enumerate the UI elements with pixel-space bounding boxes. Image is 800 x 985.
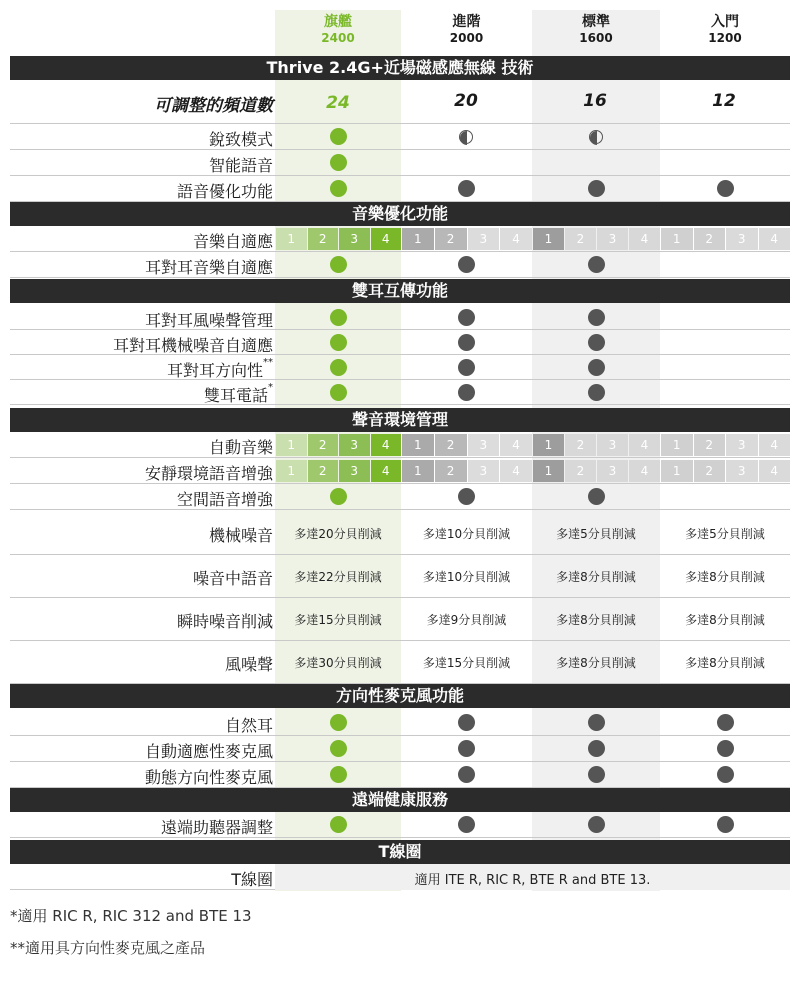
gray-dot-icon xyxy=(458,740,475,757)
level-segment: 2 xyxy=(565,434,596,456)
tier-header-advanced: 進階 2000 xyxy=(449,14,484,45)
gray-dot-icon xyxy=(458,180,475,197)
reduction-value: 多達8分貝削減 xyxy=(556,570,636,584)
channels-value: 24 xyxy=(326,93,350,113)
gray-dot-icon xyxy=(458,384,475,401)
level-segment: 3 xyxy=(468,228,500,250)
section-band-environment: 聲音環境管理 xyxy=(10,408,790,432)
reduction-value: 多達5分貝削減 xyxy=(556,527,636,541)
feature-label: 安靜環境語音增強 xyxy=(144,464,273,483)
gray-dot-icon xyxy=(717,766,734,783)
feature-row xyxy=(10,380,790,405)
section-band-microphone: 方向性麥克風功能 xyxy=(10,684,790,708)
feature-label: 機械噪音 xyxy=(208,526,273,545)
reduction-value: 多達5分貝削減 xyxy=(685,527,765,541)
reduction-value: 多達8分貝削減 xyxy=(556,613,636,627)
section-band-music: 音樂優化功能 xyxy=(10,202,790,226)
reduction-value: 多達8分貝削減 xyxy=(685,570,765,584)
feature-label: 自動適應性麥克風 xyxy=(144,742,273,761)
level-segment: 2 xyxy=(694,434,726,456)
section-band-binaural: 雙耳互傳功能 xyxy=(10,279,790,303)
level-segment: 3 xyxy=(468,434,500,456)
feature-row xyxy=(10,124,790,150)
feature-label: 耳對耳音樂自適應 xyxy=(144,258,273,277)
level-segment: 4 xyxy=(500,434,532,456)
gray-dot-icon xyxy=(717,816,734,833)
level-segment: 4 xyxy=(500,228,532,250)
tcoil-value: 適用 ITE R, RIC R, BTE R and BTE 13. xyxy=(414,873,651,888)
feature-label: 銳致模式 xyxy=(208,130,273,149)
gray-dot-icon xyxy=(588,384,605,401)
footnote: *適用 RIC R, RIC 312 and BTE 13 xyxy=(10,907,252,925)
level-segment: 1 xyxy=(276,460,307,482)
reduction-value: 多達22分貝削減 xyxy=(294,570,382,584)
feature-label: 語音優化功能 xyxy=(176,182,273,201)
half-dot-icon xyxy=(589,130,603,144)
level-segment: 1 xyxy=(402,460,434,482)
channels-label: 可調整的頻道數 xyxy=(154,96,273,116)
level-segment: 3 xyxy=(726,434,758,456)
level-segment: 2 xyxy=(694,460,726,482)
feature-label: 風噪聲 xyxy=(224,655,273,674)
tier-header-standard: 標準 1600 xyxy=(579,14,613,45)
reduction-value: 多達15分貝削減 xyxy=(422,656,511,670)
level-segment: 1 xyxy=(533,228,564,250)
level-segment: 1 xyxy=(661,228,693,250)
level-segment: 3 xyxy=(597,228,628,250)
level-segment: 4 xyxy=(500,460,532,482)
level-segment: 4 xyxy=(759,434,791,456)
reduction-value: 多達8分貝削減 xyxy=(685,613,765,627)
level-segment: 3 xyxy=(468,460,500,482)
gray-dot-icon xyxy=(588,256,605,273)
gray-dot-icon xyxy=(458,714,475,731)
gray-dot-icon xyxy=(458,309,475,326)
green-dot-icon xyxy=(330,384,347,401)
reduction-value: 多達20分貝削減 xyxy=(294,527,382,541)
level-segment: 2 xyxy=(565,460,596,482)
feature-row xyxy=(10,150,790,176)
feature-label: 音樂自適應 xyxy=(192,232,273,251)
tcoil-row xyxy=(10,864,790,890)
gray-dot-icon xyxy=(458,816,475,833)
tier-header-entry: 入門 1200 xyxy=(708,14,742,45)
gray-dot-icon xyxy=(458,488,475,505)
gray-dot-icon xyxy=(588,714,605,731)
gray-dot-icon xyxy=(588,766,605,783)
feature-row xyxy=(10,330,790,355)
gray-dot-icon xyxy=(717,714,734,731)
gray-dot-icon xyxy=(588,816,605,833)
feature-label: 智能語音 xyxy=(208,156,273,175)
green-dot-icon xyxy=(330,766,347,783)
section-band-tcoil: T線圈 xyxy=(10,840,790,864)
remote-row xyxy=(10,812,790,838)
level-segment: 2 xyxy=(694,228,726,250)
section-band-technology: Thrive 2.4G+近場磁感應無線 技術 xyxy=(10,56,790,80)
feature-label: 耳對耳方向性** xyxy=(166,357,273,380)
feature-row xyxy=(10,762,790,788)
half-dot-icon xyxy=(459,130,473,144)
level-segment: 3 xyxy=(597,434,628,456)
channels-row xyxy=(10,80,790,124)
tier-header-flagship: 旗艦 2400 xyxy=(321,14,355,45)
feature-label: 雙耳電話* xyxy=(203,382,273,405)
level-segment: 2 xyxy=(308,434,339,456)
feature-label: 自然耳 xyxy=(224,716,273,735)
gray-dot-icon xyxy=(588,334,605,351)
gray-dot-icon xyxy=(717,180,734,197)
level-segment: 3 xyxy=(726,228,758,250)
level-segment: 2 xyxy=(308,228,339,250)
gray-dot-icon xyxy=(458,766,475,783)
feature-label: 遠端助聽器調整 xyxy=(160,818,273,837)
feature-row xyxy=(10,710,790,736)
level-segment: 3 xyxy=(597,460,628,482)
reduction-value: 多達30分貝削減 xyxy=(294,656,382,670)
level-segment: 4 xyxy=(629,460,660,482)
level-segment: 4 xyxy=(629,434,660,456)
level-segment: 1 xyxy=(533,434,564,456)
level-segment: 4 xyxy=(371,434,402,456)
green-dot-icon xyxy=(330,740,347,757)
reduction-value: 多達10分貝削減 xyxy=(422,527,511,541)
gray-dot-icon xyxy=(588,180,605,197)
gray-dot-icon xyxy=(458,359,475,376)
feature-row xyxy=(10,355,790,380)
green-dot-icon xyxy=(330,359,347,376)
feature-label: 自動音樂 xyxy=(208,438,273,457)
level-segment: 3 xyxy=(339,434,370,456)
gray-dot-icon xyxy=(458,256,475,273)
level-segment: 2 xyxy=(435,228,467,250)
feature-label: T線圈 xyxy=(231,870,273,889)
level-segment: 4 xyxy=(371,228,402,250)
reduction-value: 多達8分貝削減 xyxy=(685,656,765,670)
gray-dot-icon xyxy=(588,488,605,505)
level-segment: 2 xyxy=(308,460,339,482)
level-segment: 3 xyxy=(339,460,370,482)
green-dot-icon xyxy=(330,154,347,171)
gray-dot-icon xyxy=(717,740,734,757)
level-segment: 3 xyxy=(726,460,758,482)
feature-label: 噪音中語音 xyxy=(192,569,273,588)
green-dot-icon xyxy=(330,334,347,351)
gray-dot-icon xyxy=(458,334,475,351)
ear-music-row xyxy=(10,252,790,278)
green-dot-icon xyxy=(330,256,347,273)
channels-value: 20 xyxy=(454,91,478,111)
level-segment: 1 xyxy=(402,434,434,456)
spatial-row xyxy=(10,484,790,510)
feature-label: 動態方向性麥克風 xyxy=(144,768,273,787)
level-segment: 1 xyxy=(533,460,564,482)
gray-dot-icon xyxy=(588,359,605,376)
level-segment: 3 xyxy=(339,228,370,250)
feature-label: 耳對耳機械噪音自適應 xyxy=(112,336,273,355)
feature-label: 瞬時噪音削減 xyxy=(176,612,273,631)
feature-row xyxy=(10,176,790,202)
reduction-value: 多達10分貝削減 xyxy=(422,570,511,584)
level-segment: 4 xyxy=(759,460,791,482)
footnote-mark: * xyxy=(268,382,273,393)
green-dot-icon xyxy=(330,309,347,326)
level-segment: 1 xyxy=(661,434,693,456)
feature-label: 空間語音增強 xyxy=(176,490,273,509)
level-segment: 4 xyxy=(371,460,402,482)
reduction-value: 多達15分貝削減 xyxy=(294,613,382,627)
level-segment: 2 xyxy=(565,228,596,250)
footnote: **適用具方向性麥克風之產品 xyxy=(10,939,206,957)
level-segment: 4 xyxy=(629,228,660,250)
level-segment: 2 xyxy=(435,434,467,456)
level-segment: 4 xyxy=(759,228,791,250)
level-segment: 2 xyxy=(435,460,467,482)
green-dot-icon xyxy=(330,180,347,197)
level-segment: 1 xyxy=(661,460,693,482)
reduction-value: 多達9分貝削減 xyxy=(426,613,507,627)
gray-dot-icon xyxy=(588,309,605,326)
green-dot-icon xyxy=(330,128,347,145)
reduction-value: 多達8分貝削減 xyxy=(556,656,636,670)
feature-row xyxy=(10,305,790,330)
channels-value: 16 xyxy=(583,91,607,111)
section-band-remote: 遠端健康服務 xyxy=(10,788,790,812)
green-dot-icon xyxy=(330,488,347,505)
gray-dot-icon xyxy=(588,740,605,757)
channels-value: 12 xyxy=(712,91,736,111)
footnote-mark: ** xyxy=(263,357,273,368)
green-dot-icon xyxy=(330,714,347,731)
green-dot-icon xyxy=(330,816,347,833)
level-segment: 1 xyxy=(402,228,434,250)
level-segment: 1 xyxy=(276,228,307,250)
level-segment: 1 xyxy=(276,434,307,456)
feature-label: 耳對耳風噪聲管理 xyxy=(144,311,273,330)
feature-row xyxy=(10,736,790,762)
